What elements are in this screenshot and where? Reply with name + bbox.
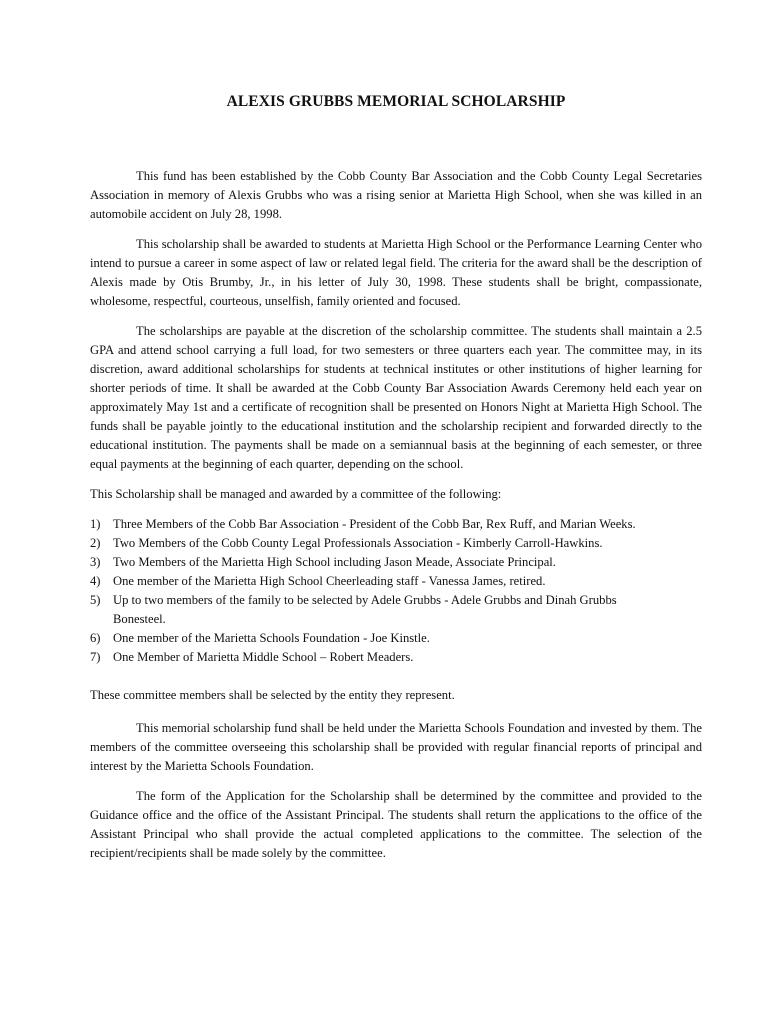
committee-intro: This Scholarship shall be managed and awarded by a committee of the following: bbox=[90, 487, 502, 501]
list-item-number: 6) bbox=[90, 631, 101, 645]
list-item-text: Two Members of the Cobb County Legal Professionals Association - Kimberly Carroll-Hawkins. bbox=[113, 536, 603, 550]
committee-outro: These committee members shall be selected by the entity they represent. bbox=[90, 688, 455, 702]
paragraph-award-criteria: This scholarship shall be awarded to students at Marietta High School or the Performance Learning Center who intend to pursue a career in some aspect of law or related legal field. The criteria for the award shall be the description of Alexis made by Otis Brumby, Jr., in his letter of July 30, 1998. These students shall be bright, compassionate, wholesome, respectful, courteous, unselfish, family oriented and focused. bbox=[90, 237, 702, 308]
list-item bbox=[90, 553, 642, 572]
list-item-text: Up to two members of the family to be selected by Adele Grubbs - Adele Grubbs and Dinah Grubbs Bonesteel. bbox=[113, 593, 617, 626]
list-item-number: 5) bbox=[90, 593, 101, 607]
list-item-text: Three Members of the Cobb Bar Association - President of the Cobb Bar, Rex Ruff, and Marian Weeks. bbox=[113, 517, 636, 531]
list-item bbox=[90, 572, 642, 591]
list-item bbox=[90, 534, 642, 553]
list-item-number: 7) bbox=[90, 650, 101, 664]
list-item bbox=[90, 648, 642, 667]
paragraph-application-form: The form of the Application for the Scholarship shall be determined by the committee and provided to the Guidance office and the office of the Assistant Principal. The students shall return the applications to the office of the Assistant Principal who shall provide the actual completed applications to the committee. The selection of the recipient/recipients shall be made solely by the committee. bbox=[90, 789, 702, 860]
list-item-text: Two Members of the Marietta High School including Jason Meade, Associate Principal. bbox=[113, 555, 556, 569]
list-item-number: 4) bbox=[90, 574, 101, 588]
list-item bbox=[90, 515, 642, 534]
committee-list bbox=[90, 515, 702, 667]
paragraph-fund-established: This fund has been established by the Cobb County Bar Association and the Cobb County Legal Secretaries Association in memory of Alexis Grubbs who was a rising senior at Marietta High School, when she was killed in an automobile accident on July 28, 1998. bbox=[90, 169, 702, 221]
list-item-text: One member of the Marietta Schools Foundation - Joe Kinstle. bbox=[113, 631, 430, 645]
document-title: ALEXIS GRUBBS MEMORIAL SCHOLARSHIP bbox=[226, 93, 566, 110]
paragraph-fund-held: This memorial scholarship fund shall be held under the Marietta Schools Foundation and invested by them. The members of the committee overseeing this scholarship shall be provided with regular financial reports of principal and interest by the Marietta Schools Foundation. bbox=[90, 721, 702, 773]
list-item-number: 2) bbox=[90, 536, 101, 550]
list-item-text: One member of the Marietta High School Cheerleading staff - Vanessa James, retired. bbox=[113, 574, 546, 588]
list-item-number: 3) bbox=[90, 555, 101, 569]
list-item-text: One Member of Marietta Middle School – Robert Meaders. bbox=[113, 650, 414, 664]
paragraph-payment-terms: The scholarships are payable at the discretion of the scholarship committee. The students shall maintain a 2.5 GPA and attend school carrying a full load, for two semesters or three quarters each year. The committee may, in its discretion, award additional scholarships for students at technical institutes or other institutions of higher learning for shorter periods of time. It shall be awarded at the Cobb County Bar Association Awards Ceremony held each year on approximately May 1st and a certificate of recognition shall be presented on Honors Night at Marietta High School. The funds shall be payable jointly to the educational institution and the scholarship recipient and forwarded directly to the educational institution. The payments shall be made on a semiannual basis at the beginning of each semester, or three equal payments at the beginning of each quarter, depending on the school. bbox=[90, 324, 702, 471]
list-item-number: 1) bbox=[90, 517, 101, 531]
list-item bbox=[90, 629, 642, 648]
list-item bbox=[90, 591, 642, 629]
